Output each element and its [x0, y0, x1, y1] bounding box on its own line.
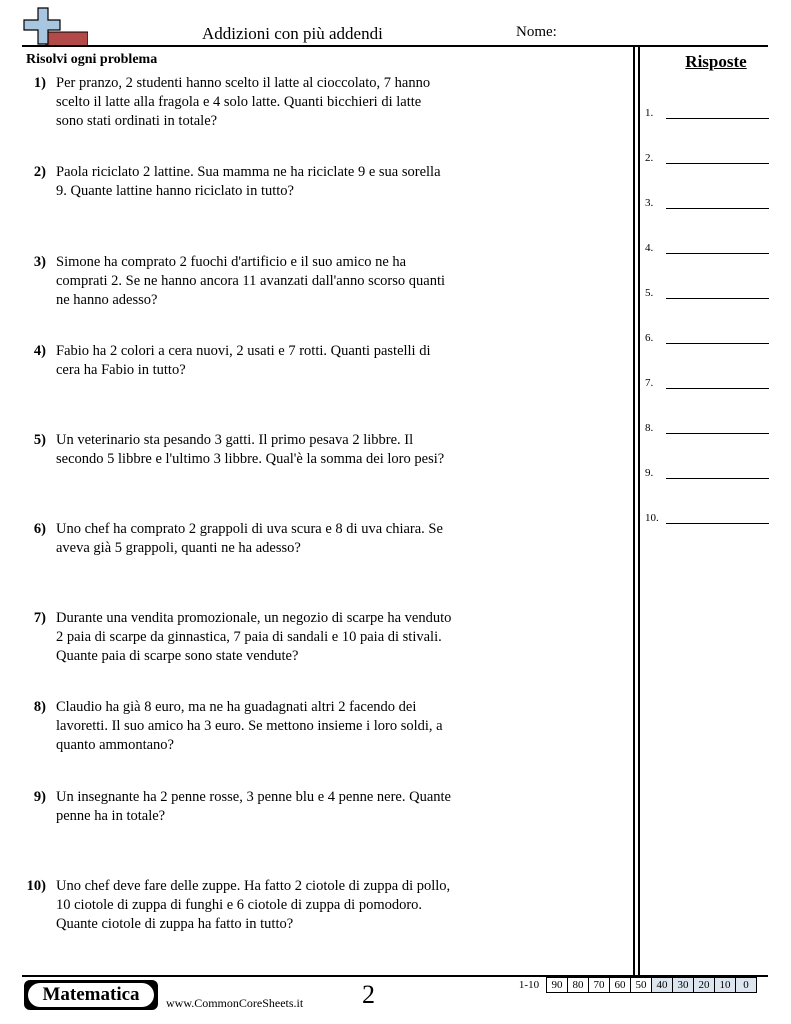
answer-line	[666, 388, 769, 389]
problem-text: Durante una vendita promozionale, un negozio di scarpe ha venduto 2 paia di scarpe da ginnastica, 7 paia di sandali e 10 paia di stivali. Quante paia di scarpe sono state vendute?	[56, 610, 452, 664]
score-table	[512, 977, 757, 993]
answer-label: 4.	[645, 242, 654, 254]
answer-line	[666, 253, 769, 254]
problem-text: Un veterinario sta pesando 3 gatti. Il primo pesava 2 libbre. Il secondo 5 libbre e l'ultimo 3 libbre. Qual'è la somma dei loro pesi?	[56, 432, 445, 467]
problem-text: Uno chef deve fare delle zuppe. Ha fatto 2 ciotole di zuppa di pollo, 10 ciotole di zuppa di funghi e 6 ciotole di zuppa di pomodoro. Quante ciotole di zuppa ha fatto in tutto?	[56, 878, 451, 932]
problem-number: 6)	[33, 521, 46, 537]
problem-item	[22, 698, 452, 755]
answer-blank-8[interactable]	[645, 416, 769, 434]
problem-item	[22, 431, 452, 469]
answer-label: 9.	[645, 467, 654, 479]
section-label: Risolvi ogni problema	[26, 52, 158, 67]
plus-minus-logo-icon	[22, 6, 88, 48]
score-cell: 10	[715, 978, 736, 993]
problem-item	[22, 163, 452, 201]
answer-label: 8.	[645, 422, 654, 434]
answer-blank-1[interactable]	[645, 101, 769, 119]
answer-label: 7.	[645, 377, 654, 389]
answer-label: 1.	[645, 107, 654, 119]
problem-number: 10)	[26, 878, 46, 894]
problem-number: 2)	[33, 164, 46, 180]
problem-text: Simone ha comprato 2 fuochi d'artificio e il suo amico ne ha comprati 2. Se ne hanno ancora 11 avanzati dall'anno scorso quanti ne hanno adesso?	[56, 254, 446, 308]
score-cell: 20	[694, 978, 715, 993]
problem-number: 7)	[33, 610, 46, 626]
answer-line	[666, 298, 769, 299]
score-cell: 50	[631, 978, 652, 993]
score-cell: 0	[736, 978, 757, 993]
answers-title: Risposte	[685, 52, 747, 71]
answer-blank-5[interactable]	[645, 281, 769, 299]
problem-text: Per pranzo, 2 studenti hanno scelto il latte al cioccolato, 7 hanno scelto il latte alla fragola e 4 solo latte. Quanti bicchieri di latte sono stati ordinati in totale?	[56, 75, 431, 129]
website-link[interactable]: www.CommonCoreSheets.it	[166, 996, 304, 1010]
name-label: Nome:	[516, 24, 557, 40]
brand-label: Matematica	[28, 983, 154, 1007]
score-cell: 90	[547, 978, 568, 993]
answer-label: 10.	[645, 512, 659, 524]
problem-item	[22, 788, 452, 826]
problem-item	[22, 520, 452, 558]
problem-item	[22, 253, 452, 310]
column-divider-right	[638, 47, 640, 975]
answer-blank-7[interactable]	[645, 371, 769, 389]
problem-text: Fabio ha 2 colori a cera nuovi, 2 usati e 7 rotti. Quanti pastelli di cera ha Fabio in tutto?	[56, 343, 431, 378]
column-divider-left	[633, 47, 635, 975]
answer-line	[666, 208, 769, 209]
score-range: 1-10	[518, 979, 540, 991]
problem-number: 3)	[33, 254, 46, 270]
page-title: Addizioni con più addendi	[202, 24, 383, 43]
answer-blank-2[interactable]	[645, 146, 769, 164]
answer-blank-9[interactable]	[645, 461, 769, 479]
problem-item	[22, 342, 452, 380]
score-cell: 30	[673, 978, 694, 993]
answer-line	[666, 163, 769, 164]
answer-blank-4[interactable]	[645, 236, 769, 254]
problem-text: Claudio ha già 8 euro, ma ne ha guadagnati altri 2 facendo dei lavoretti. Il suo amico ha 3 euro. Se mettono insieme i loro soldi, a quanto ammontano?	[56, 699, 443, 753]
problem-text: Un insegnante ha 2 penne rosse, 3 penne blu e 4 penne nere. Quante penne ha in totale?	[56, 789, 451, 824]
answer-line	[666, 433, 769, 434]
answer-line	[666, 343, 769, 344]
answer-line	[666, 523, 769, 524]
score-cell: 40	[652, 978, 673, 993]
problem-text: Paola riciclato 2 lattine. Sua mamma ne ha riciclate 9 e sua sorella 9. Quante lattine hanno riciclato in tutto?	[56, 164, 441, 199]
answer-blank-3[interactable]	[645, 191, 769, 209]
answer-line	[666, 478, 769, 479]
answer-blank-6[interactable]	[645, 326, 769, 344]
problem-item	[22, 609, 452, 666]
score-cell: 80	[568, 978, 589, 993]
score-cell: 60	[610, 978, 631, 993]
problem-number: 1)	[33, 75, 46, 91]
answer-blank-10[interactable]	[645, 506, 769, 524]
problem-text: Uno chef ha comprato 2 grappoli di uva scura e 8 di uva chiara. Se aveva già 5 grappoli, quanti ne ha adesso?	[56, 521, 443, 556]
answer-label: 2.	[645, 152, 654, 164]
header-rule	[22, 45, 768, 47]
problem-number: 8)	[33, 699, 46, 715]
answer-label: 6.	[645, 332, 654, 344]
brand-badge	[24, 980, 158, 1010]
answer-line	[666, 118, 769, 119]
page-number: 2	[362, 980, 375, 1009]
problem-item	[22, 877, 452, 934]
answer-label: 3.	[645, 197, 654, 209]
problem-number: 9)	[33, 789, 46, 805]
problem-number: 4)	[33, 343, 46, 359]
problem-number: 5)	[33, 432, 46, 448]
score-cell: 70	[589, 978, 610, 993]
answer-label: 5.	[645, 287, 654, 299]
problem-item	[22, 74, 452, 131]
